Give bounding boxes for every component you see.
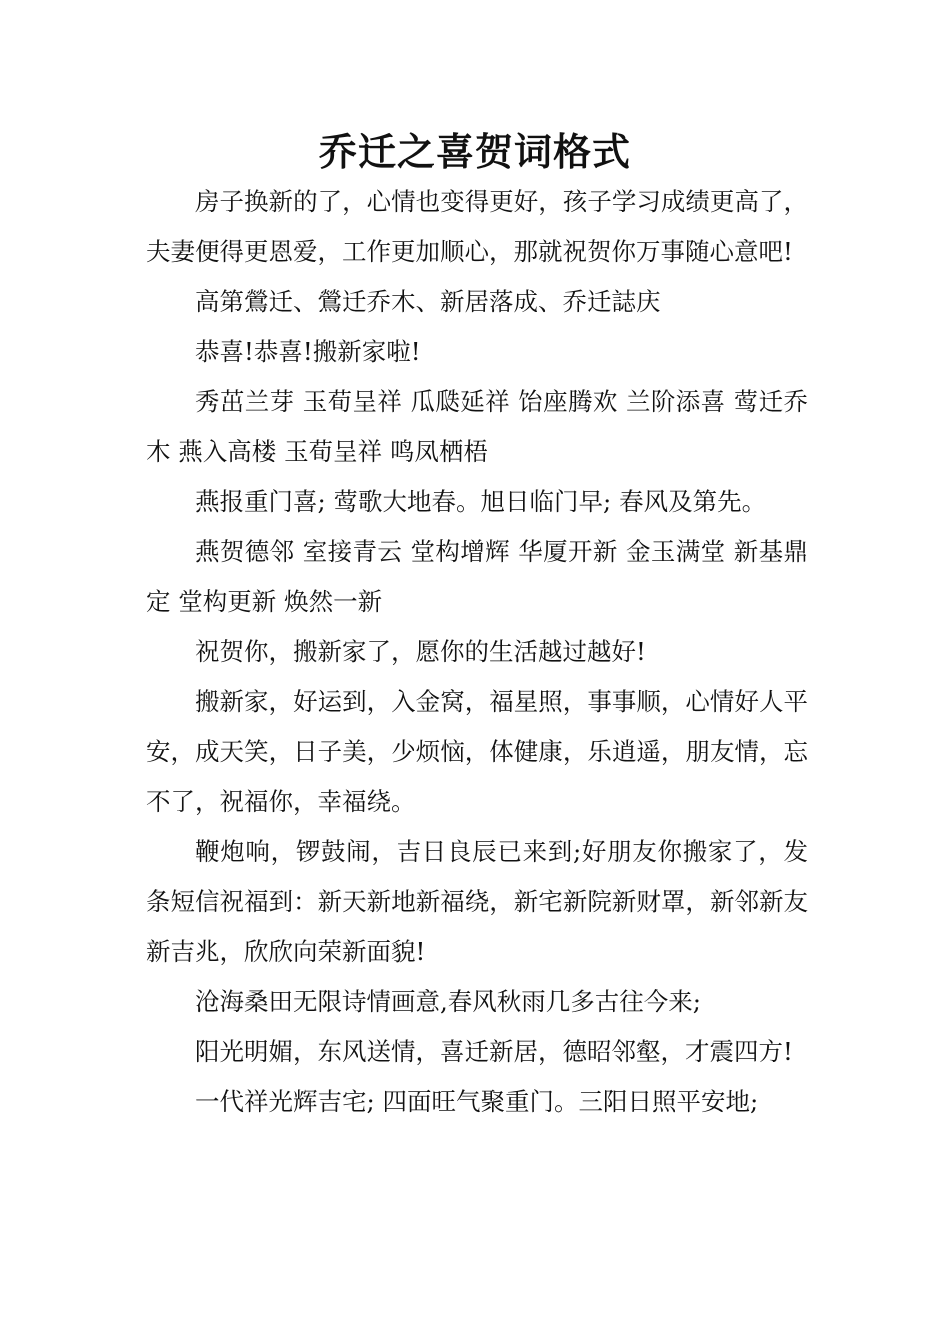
paragraph: 房子换新的了，心情也变得更好，孩子学习成绩更高了，夫妻便得更恩爱，工作更加顺心，那就祝贺你万事随心意吧!	[146, 187, 808, 266]
paragraph: 搬新家，好运到，入金窝，福星照，事事顺，心情好人平安，成天笑，日子美，少烦恼，体健康，乐逍遥，朋友情，忘不了，祝福你，幸福绕。	[146, 687, 808, 816]
paragraph: 阳光明媚，东风送情，喜迁新居，德昭邻壑，才震四方!	[195, 1037, 793, 1066]
paragraph: 沧海桑田无限诗情画意,春风秋雨几多古往今来;	[195, 987, 702, 1016]
paragraph: 祝贺你，搬新家了，愿你的生活越过越好!	[195, 637, 646, 666]
paragraph: 高第鶯迁、鶯迁乔木、新居落成、乔迁誌庆	[195, 287, 661, 316]
paragraph: 鞭炮响，锣鼓闹，吉日良辰已来到;好朋友你搬家了，发条短信祝福到：新天新地新福绕，新宅新院新财罩，新邻新友新吉兆，欣欣向荣新面貌!	[146, 837, 808, 966]
document-title: 乔迁之喜贺词格式	[318, 129, 631, 174]
document-body	[146, 177, 808, 1127]
paragraph: 燕报重门喜; 莺歌大地春。旭日临门早; 春风及第先。	[195, 487, 767, 516]
paragraph: 恭喜!恭喜!搬新家啦!	[195, 337, 421, 366]
paragraph: 秀茁兰芽 玉荀呈祥 瓜瓞延祥 饴座腾欢 兰阶添喜 莺迁乔木 燕入高楼 玉荀呈祥 鸣凤栖梧	[146, 387, 808, 466]
paragraph: 一代祥光辉吉宅; 四面旺气聚重门。三阳日照平安地;	[195, 1087, 759, 1116]
paragraph: 燕贺德邻 室接青云 堂构增辉 华厦开新 金玉满堂 新基鼎定 堂构更新 焕然一新	[146, 537, 808, 616]
